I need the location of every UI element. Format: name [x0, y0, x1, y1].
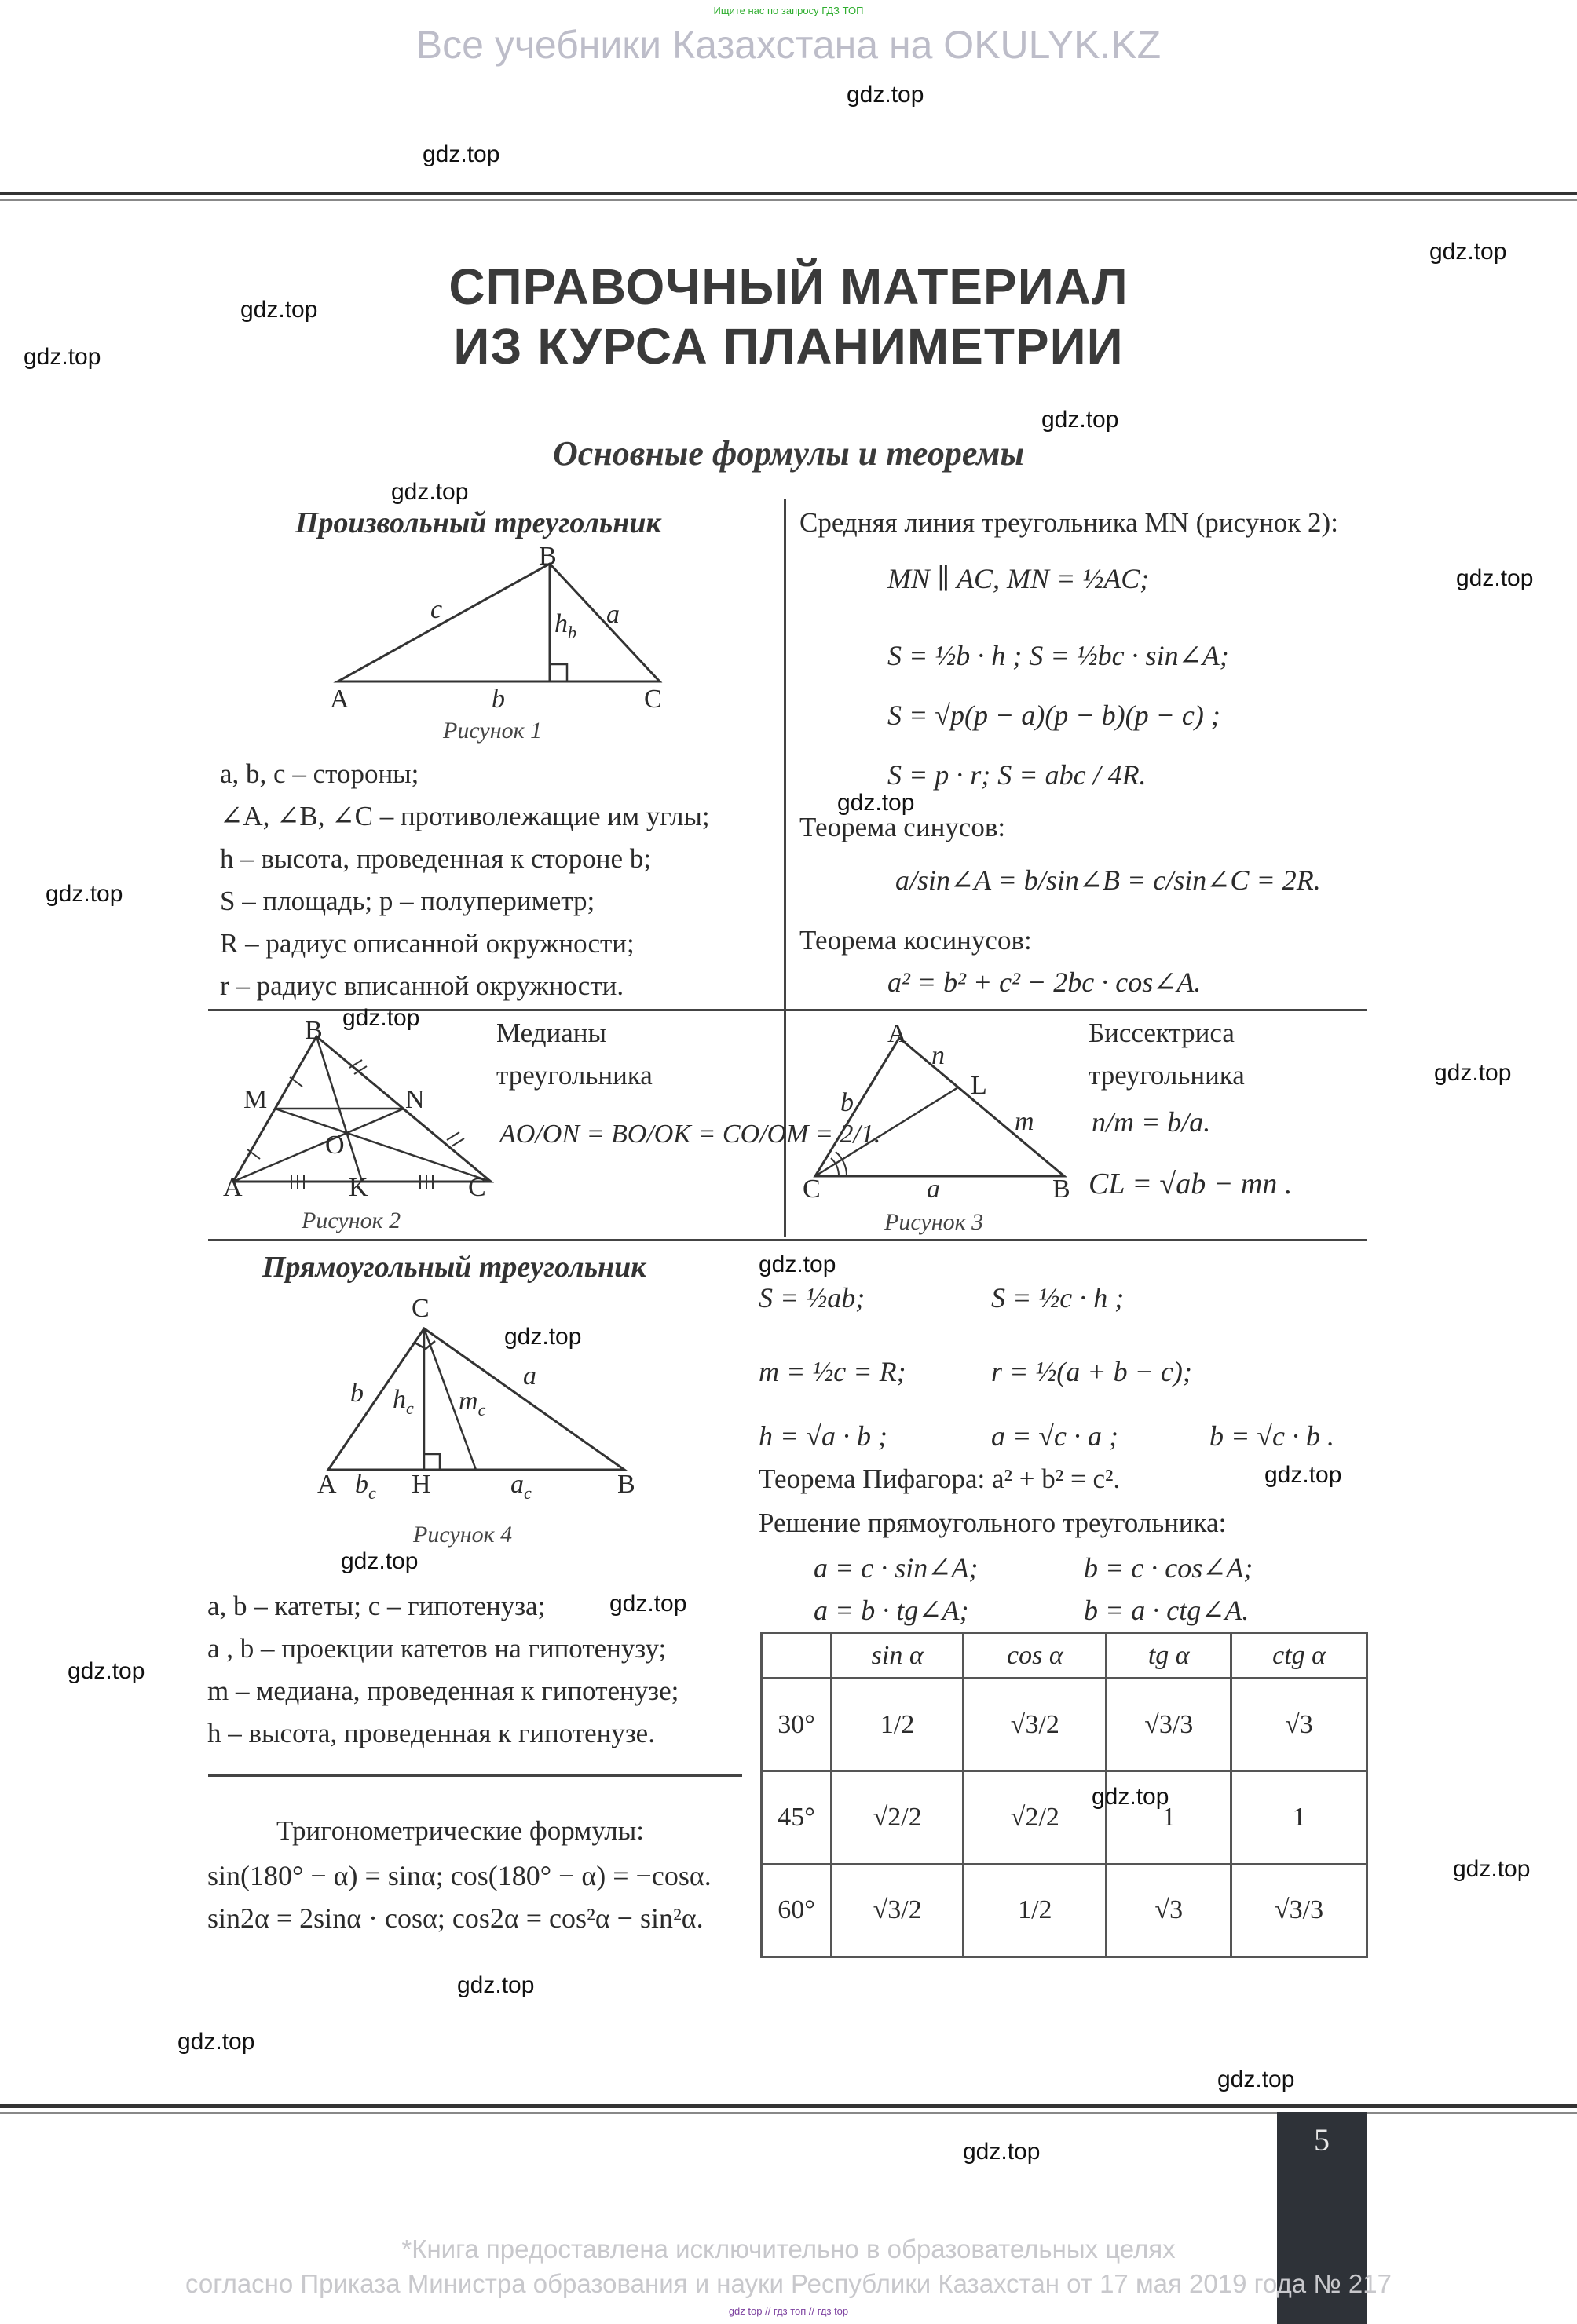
- cosines-heading: Теорема косинусов:: [799, 925, 1032, 956]
- formula-area-2: S = p · r; S = abc / 4R.: [887, 759, 1147, 791]
- value-cell: √3: [1231, 1679, 1367, 1771]
- rt-legend-2: a , b – проекции катетов на гипотенузу;: [207, 1633, 667, 1664]
- value-cell: √3/3: [1231, 1864, 1367, 1957]
- tick-5: [447, 1132, 459, 1140]
- formula-area-1: S = ½b · h ; S = ½bc · sin∠A;: [887, 640, 1229, 671]
- rt-area-2: S = ½c · h ;: [991, 1282, 1125, 1314]
- figure-4-caption: Рисунок 4: [413, 1522, 513, 1548]
- formula-bisector-ratio: n/m = b/a.: [1092, 1106, 1211, 1138]
- header-tg: tg α: [1107, 1633, 1231, 1679]
- watermark: gdz.top: [457, 1972, 535, 1998]
- legend-line-1: a, b, c – стороны;: [220, 758, 419, 789]
- fig1-label-a: a: [606, 600, 620, 629]
- fig4-label-a: a: [523, 1361, 536, 1390]
- trig-heading: Тригонометрические формулы:: [276, 1815, 644, 1846]
- arbitrary-triangle-heading: Произвольный треугольник: [295, 506, 661, 539]
- rt-legend-3: m – медиана, проведенная к гипотенузе;: [207, 1675, 679, 1706]
- value-cell: 1: [1107, 1771, 1231, 1864]
- top-rule: [0, 192, 1577, 195]
- figure-3-caption: Рисунок 3: [884, 1209, 984, 1235]
- top-rule-thin: [0, 199, 1577, 201]
- page-title-line1: СПРАВОЧНЫЙ МАТЕРИАЛ: [448, 258, 1129, 315]
- fig2-label-C: C: [468, 1173, 486, 1202]
- fig1-label-c: c: [430, 595, 443, 624]
- fig3-label-L: L: [971, 1071, 987, 1100]
- watermark: gdz.top: [240, 297, 318, 323]
- trig-line-2: sin2α = 2sinα · cosα; cos2α = cos²α − sin²α.: [207, 1902, 704, 1934]
- right-angle-h: [424, 1454, 440, 1470]
- angle-cell: 30°: [762, 1679, 832, 1771]
- formula-cosines: a² = b² + c² − 2bc · cos∠A.: [887, 967, 1202, 998]
- fig2-label-N: N: [405, 1085, 425, 1114]
- fig3-label-C: C: [803, 1175, 821, 1204]
- solve-4: b = a · ctg∠A.: [1084, 1595, 1250, 1626]
- angle-cell: 60°: [762, 1864, 832, 1957]
- bisector-cl: [815, 1087, 958, 1176]
- fig4-label-B: B: [617, 1470, 635, 1499]
- header-cell-empty: [762, 1633, 832, 1679]
- watermark: gdz.top: [423, 141, 500, 167]
- value-cell: √2/2: [832, 1771, 964, 1864]
- footer-line-2: согласно Приказа Министра образования и науки Республики Казахстан от 17 мая 2019 года № 217: [185, 2269, 1392, 2298]
- page-title-line2: ИЗ КУРСА ПЛАНИМЕТРИИ: [453, 318, 1124, 375]
- page-subtitle: Основные формулы и теоремы: [553, 434, 1024, 473]
- medians-heading-2: треугольника: [496, 1060, 653, 1091]
- value-cell: √2/2: [964, 1771, 1107, 1864]
- value-cell: √3/2: [832, 1864, 964, 1957]
- midline-heading: Средняя линия треугольника MN (рисунок 2):: [799, 507, 1338, 538]
- fig3-label-n: n: [931, 1041, 945, 1070]
- watermark: gdz.top: [837, 790, 915, 816]
- fig4-label-A: A: [317, 1470, 337, 1499]
- fig1-label-b: b: [492, 685, 505, 714]
- pythagoras: Теорема Пифагора: a² + b² = c².: [759, 1463, 1121, 1494]
- formula-sines: a/sin∠A = b/sin∠B = c/sin∠C = 2R.: [895, 864, 1321, 896]
- solve-3: a = b · tg∠A;: [814, 1595, 969, 1626]
- median-ak: [233, 1109, 404, 1182]
- value-cell: √3: [1107, 1864, 1231, 1957]
- watermark: gdz.top: [1429, 239, 1507, 265]
- legend-line-3: h – высота, проведенная к стороне b;: [220, 843, 652, 874]
- watermark: gdz.top: [1092, 1784, 1169, 1810]
- footer-small: gdz top // гдз топ // гдз top: [728, 2305, 849, 2317]
- bisector-heading-1: Биссектриса: [1089, 1018, 1235, 1048]
- fig4-label-bc: $b_c$: [355, 1470, 376, 1503]
- rt-legend-4: h – высота, проведенная к гипотенузе.: [207, 1718, 655, 1748]
- fig1-label-C: C: [644, 685, 662, 714]
- watermark: gdz.top: [1217, 2066, 1295, 2092]
- footer-line-1: *Книга предоставлена исключительно в образовательных целях: [401, 2234, 1176, 2264]
- fig4-label-ac: $a_c$: [510, 1470, 532, 1503]
- medians-heading-1: Медианы: [496, 1018, 607, 1048]
- angle-cell: 45°: [762, 1771, 832, 1864]
- formula-midline: MN ∥ AC, MN = ½AC;: [887, 563, 1150, 594]
- rt-leg-b: b = √c · b .: [1209, 1420, 1335, 1452]
- fig2-label-A: A: [223, 1173, 243, 1202]
- header-sin: sin α: [832, 1633, 964, 1679]
- watermark: gdz.top: [1041, 407, 1119, 433]
- fig4-label-mc: $m_c$: [459, 1387, 486, 1420]
- value-cell: √3/3: [1107, 1679, 1231, 1771]
- fig1-label-hb: $h_b$: [554, 609, 576, 642]
- value-cell: 1/2: [832, 1679, 964, 1771]
- watermark: gdz.top: [46, 881, 123, 907]
- value-cell: √3/2: [964, 1679, 1107, 1771]
- divider-trig-formulas: [208, 1774, 742, 1777]
- fig2-label-B: B: [305, 1016, 323, 1045]
- table-row: [762, 1864, 1367, 1957]
- legend-line-4: S – площадь; p – полупериметр;: [220, 886, 595, 916]
- table-row: [762, 1679, 1367, 1771]
- watermark: gdz.top: [1456, 565, 1534, 591]
- figure-1-caption: Рисунок 1: [443, 718, 543, 744]
- watermark: gdz.top: [963, 2139, 1041, 2165]
- watermark: gdz.top: [504, 1324, 582, 1350]
- fig1-label-A: A: [330, 685, 349, 714]
- watermark: gdz.top: [1434, 1060, 1512, 1086]
- fig3-label-B: B: [1052, 1175, 1070, 1204]
- median-cm: [275, 1109, 491, 1182]
- site-title[interactable]: Все учебники Казахстана на OKULYK.KZ: [415, 23, 1162, 67]
- formula-medians: AO/ON = BO/OK = CO/OM = 2/1.: [499, 1120, 881, 1149]
- watermark: gdz.top: [759, 1252, 836, 1277]
- legend-line-6: r – радиус вписанной окружности.: [220, 970, 624, 1001]
- watermark: gdz.top: [177, 2029, 255, 2055]
- bottom-rule: [0, 2104, 1577, 2108]
- rt-height: h = √a · b ;: [759, 1420, 888, 1452]
- fig3-label-m: m: [1015, 1107, 1034, 1136]
- fig4-label-C: C: [412, 1294, 430, 1323]
- figure-2-caption: Рисунок 2: [302, 1208, 401, 1233]
- formula-bisector-length: CL = √ab − mn .: [1089, 1167, 1293, 1200]
- fig2-label-O: O: [325, 1131, 345, 1160]
- fig3-label-b: b: [840, 1088, 854, 1117]
- fig4-label-H: H: [412, 1470, 431, 1499]
- divider-right-triangle: [208, 1239, 1367, 1241]
- legend-line-2: ∠A, ∠B, ∠C – противолежащие им углы;: [220, 801, 710, 831]
- solve-2: b = c · cos∠A;: [1084, 1552, 1253, 1584]
- solve-1: a = c · sin∠A;: [814, 1552, 979, 1584]
- trig-values-table: [760, 1632, 1368, 1958]
- watermark: gdz.top: [1453, 1856, 1531, 1882]
- fig2-label-M: M: [243, 1085, 268, 1114]
- watermark: gdz.top: [341, 1548, 419, 1574]
- figure-4: [314, 1288, 644, 1476]
- watermark: gdz.top: [391, 479, 469, 505]
- bisector-heading-2: треугольника: [1089, 1060, 1245, 1091]
- sines-heading: Теорема синусов:: [799, 812, 1006, 842]
- rt-median: m = ½c = R;: [759, 1356, 906, 1387]
- watermark: gdz.top: [342, 1005, 420, 1031]
- fig1-label-B: B: [539, 542, 557, 571]
- right-triangle-heading: Прямоугольный треугольник: [262, 1251, 646, 1284]
- angle-arc-2: [836, 1152, 847, 1176]
- legend-line-5: R – радиус описанной окружности;: [220, 928, 635, 959]
- header-ctg: ctg α: [1231, 1633, 1367, 1679]
- watermark: gdz.top: [609, 1591, 687, 1617]
- fig2-label-K: K: [349, 1173, 368, 1202]
- value-cell: 1: [1231, 1771, 1367, 1864]
- trig-line-1: sin(180° − α) = sinα; cos(180° − α) = −cosα.: [207, 1860, 712, 1891]
- rt-area-1: S = ½ab;: [759, 1282, 865, 1314]
- watermark: gdz.top: [847, 82, 924, 108]
- table-row: [762, 1771, 1367, 1864]
- watermark: gdz.top: [68, 1658, 145, 1684]
- rt-inradius: r = ½(a + b − c);: [991, 1356, 1192, 1387]
- page-number: 5: [1314, 2122, 1330, 2158]
- header-cos: cos α: [964, 1633, 1107, 1679]
- value-cell: 1/2: [964, 1864, 1107, 1957]
- rt-legend-1: a, b – катеты; c – гипотенуза;: [207, 1591, 546, 1621]
- tick-3: [349, 1060, 362, 1068]
- table-header-row: [762, 1633, 1367, 1679]
- watermark: gdz.top: [1264, 1462, 1342, 1488]
- right-angle-mark: [550, 664, 567, 681]
- angle-arc-1: [831, 1158, 839, 1176]
- rt-leg-a: a = √c · a ;: [991, 1420, 1119, 1452]
- watermark: gdz.top: [24, 344, 101, 370]
- solving-heading: Решение прямоугольного треугольника:: [759, 1507, 1227, 1538]
- fig3-label-a: a: [927, 1175, 940, 1204]
- fig4-label-hc: $h_c$: [393, 1385, 414, 1418]
- formula-heron: S = √p(p − a)(p − b)(p − c) ;: [887, 700, 1220, 731]
- tick-6: [452, 1138, 464, 1146]
- search-hint: Ищите нас по запросу ГДЗ ТОП: [713, 5, 864, 16]
- fig4-label-b: b: [350, 1379, 364, 1408]
- fig3-label-A: A: [887, 1019, 907, 1048]
